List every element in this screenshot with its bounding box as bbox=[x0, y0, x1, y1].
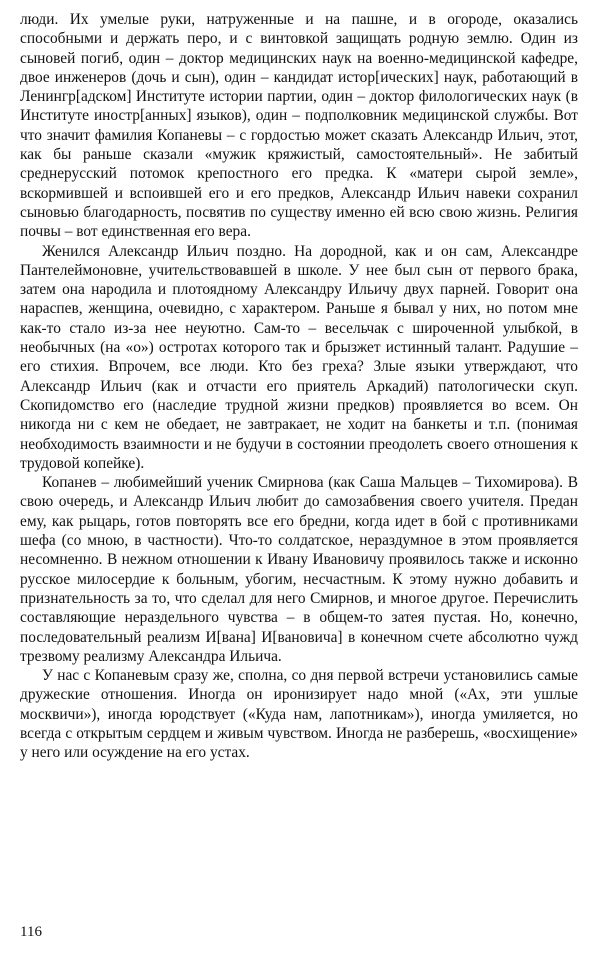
paragraph-4: У нас с Копаневым сразу же, сполна, со дня первой встречи установились самые дружеские отношения. Иногда он иронизирует надо мной («Ах, эти ушлые москвичи»), иногда юродствует («Куда нам, лапотникам»), иногда умиляется, но всегда с открытым сердцем и живым чувством. Иногда не разберешь, «восхищение» у него или осуждение на его устах. bbox=[20, 667, 578, 762]
paragraph-2: Женился Александр Ильич поздно. На дородной, как и он сам, Александре Пантелеймоновне, учительствовавшей в школе. У нее был сын от первого брака, затем она народила и плотоядному Александру Ильичу двух парней. Говорит она нараспев, женщина, очевидно, с характером. Раньше я бывал у них, но потом мне как-то стало из-за нее неуютно. Сам-то – весельчак с широченной улыбкой, в необычных (на «о») остротах которого так и брызжет истинный талант. Радушие – его стихия. Впрочем, все люди. Кто без греха? Злые языки утверждают, что Александр Ильич (как и отчасти его приятель Аркадий) патологически скуп. Скопидомство его (наследие трудной жизни предков) проявляется во всем. Он никогда ни с кем не обедает, не завтракает, не ходит на банкеты и т.п. (понимая необходимость взаимности и не будучи в состоянии преодолеть своего отношения к трудовой копейке). bbox=[20, 242, 578, 472]
page-body bbox=[20, 10, 578, 763]
page-number: 116 bbox=[20, 924, 42, 940]
paragraph-1: люди. Их умелые руки, натруженные и на пашне, и в огороде, оказались способными и держать перо, и с винтовкой защищать родную землю. Один из сыновей погиб, один – доктор медицинских наук на военно-медицинской кафедре, двое инженеров (дочь и сын), один – кандидат истор[ических] наук, работающий в Ленингр[адском] Институте истории партии, один – доктор филологических наук (в Институте иностр[анных] языков), один – подполковник медицинской службы. Вот что значит фамилия Копаневы – с гордостью может сказать Александр Ильич, этот, как бы раньше сказали «мужик кряжистый, самостоятельный». Не забитый среднерусский потомок крепостного его предка. К «матери сырой земле», вскормившей и вспоившей его и его предков, Александр Ильич навеки сохранил сыновью благодарность, посвятив по существу именно ей всю свою жизнь. Религия почвы – вот единственная его вера. bbox=[20, 11, 578, 241]
paragraph-3: Копанев – любимейший ученик Смирнова (как Саша Мальцев – Тихомирова). В свою очередь, и Александр Ильич любит до самозабвения своего учителя. Предан ему, как рыцарь, готов повторять все его бредни, когда идет в бой с противниками шефа (со мною, в частности). Что-то солдатское, нераздумное в этом проявляется несомненно. В нежном отношении к Ивану Ивановичу проявилось также и исконно русское милосердие к больным, убогим, несчастным. К этому нужно добавить и признательность за то, что сделал для него Смирнов, и многое другое. Перечислить составляющие нераздельного чувства – в общем-то затея пустая. Но, конечно, последовательный реализм И[вана] И[вановича] в конечном счете абсолютно чужд трезвому реализму Александра Ильича. bbox=[20, 474, 578, 665]
